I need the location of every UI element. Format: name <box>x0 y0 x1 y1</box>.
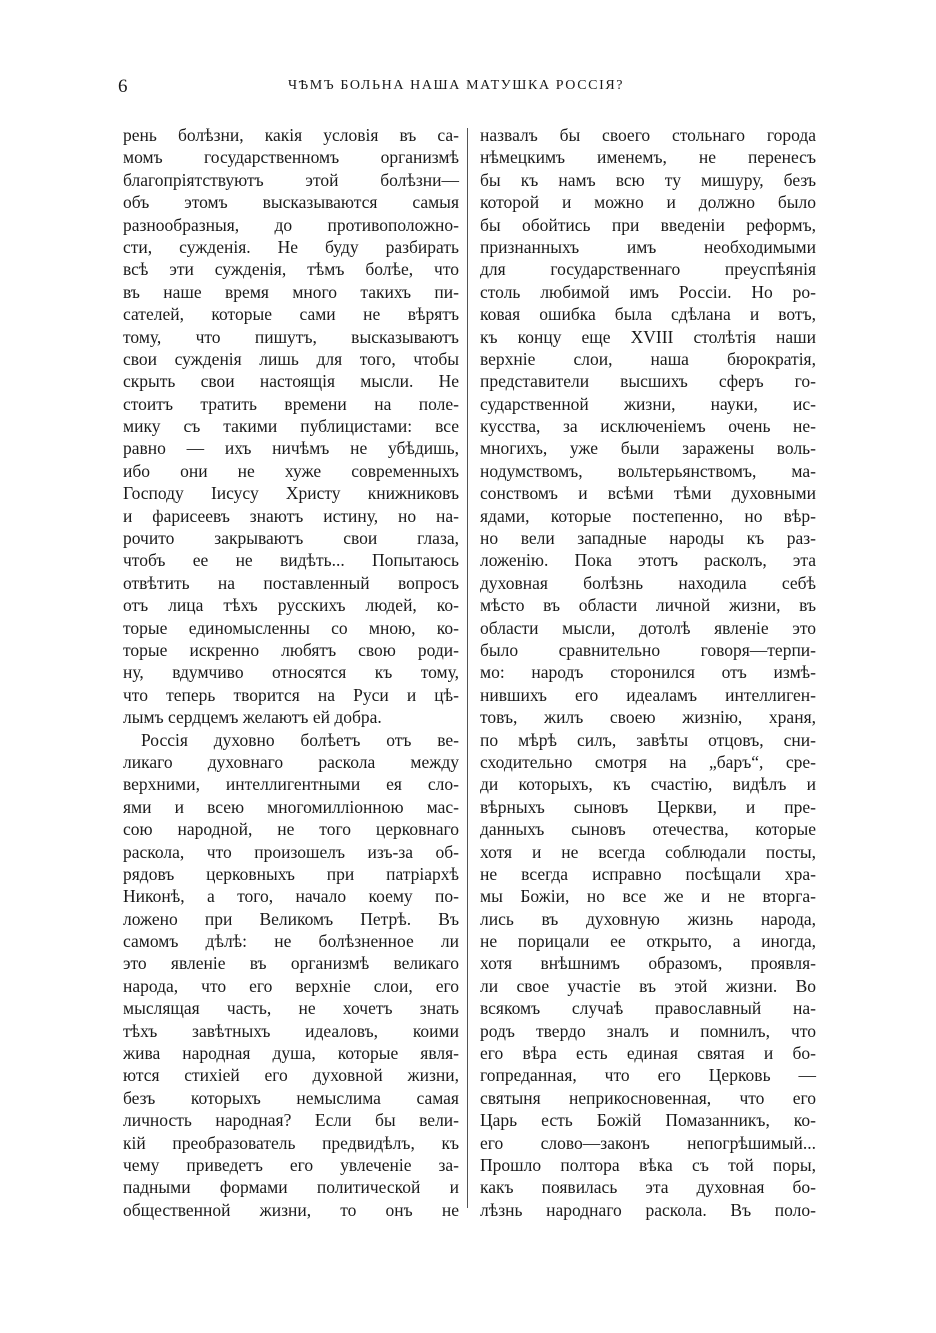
text-line: безъ которыхъ немыслима самая <box>123 1087 459 1108</box>
text-line: стоитъ тратить времени на поле- <box>123 393 459 414</box>
text-line: столь любимой имъ Россіи. Но ро- <box>480 281 816 302</box>
text-line: что теперь творится на Руси и цѣ- <box>123 684 459 705</box>
text-line: момъ государственномъ организмѣ <box>123 147 459 168</box>
text-line: нѣмецкимъ именемъ, не перенесъ <box>480 147 816 168</box>
text-line: мику съ такими публицистами: все <box>123 416 459 437</box>
text-line: къ концу еще XVIII столѣтія наши <box>480 326 816 347</box>
text-line: Царь есть Божій Помазанникъ, ко- <box>480 1110 816 1131</box>
text-line: чтобъ ее не видѣть... Попытаюсь <box>123 550 459 571</box>
text-line: общественной жизни, то онъ не <box>123 1199 459 1220</box>
text-line: Прошло полтора вѣка съ той поры, <box>480 1154 816 1175</box>
text-line: многихъ, уже были заражены воль- <box>480 438 816 459</box>
text-line: разнообразныя, до противоположно- <box>123 214 459 235</box>
text-line: хотя внѣшнимъ образомъ, проявля- <box>480 953 816 974</box>
text-line: тому, что пишутъ, высказываютъ <box>123 326 459 347</box>
text-line: чему приведетъ его увлеченіе за- <box>123 1154 459 1175</box>
text-line: ди которыхъ, къ счастію, видѣлъ и <box>480 774 816 795</box>
text-line: но вели западные народы къ раз- <box>480 528 816 549</box>
text-line: раскола, что произошелъ изъ-за об- <box>123 841 459 862</box>
text-line: ложено при Великомъ Петрѣ. Въ <box>123 908 459 929</box>
text-line: отъ лица тѣхъ русскихъ людей, ко- <box>123 595 459 616</box>
text-line: жива народная душа, которые явля- <box>123 1043 459 1064</box>
text-line: кусства, за исключеніемъ очень не- <box>480 416 816 437</box>
text-line: верхними, интеллигентными ея сло- <box>123 774 459 795</box>
text-line: данныхъ сыновъ отечества, которые <box>480 819 816 840</box>
text-line: было сравнительно говоря—терпи- <box>480 639 816 660</box>
text-line: нодумствомъ, вольтерьянствомъ, ма- <box>480 460 816 481</box>
text-line: равно — ихъ ничѣмъ не убѣдишь, <box>123 438 459 459</box>
text-line: представители высшихъ сферъ го- <box>480 371 816 392</box>
text-line: ибо они не хуже современныхъ <box>123 460 459 481</box>
text-line: области мысли, дотолѣ явленіе это <box>480 617 816 638</box>
right-column <box>480 124 816 1221</box>
running-header: ЧѢМЪ БОЛЬНА НАША МАТУШКА РОССІЯ? <box>288 78 625 93</box>
text-line: рядовъ церковныхъ при патріархѣ <box>123 863 459 884</box>
text-line: рочито закрываютъ свои глаза, <box>123 528 459 549</box>
text-line: сти, сужденія. Не буду разбирать <box>123 236 459 257</box>
text-line: сою народной, не того церковнаго <box>123 819 459 840</box>
text-line: духовная болѣзнь находила себѣ <box>480 572 816 593</box>
text-line: гопреданная, что его Церковь — <box>480 1065 816 1086</box>
text-line: рень болѣзни, какія условія въ са- <box>123 125 459 145</box>
text-line: бы обойтись при введеніи реформъ, <box>480 214 816 235</box>
text-line: сонствомъ и всѣми тѣми духовными <box>480 483 816 504</box>
text-line: Россія духовно болѣетъ отъ ве- <box>141 729 459 750</box>
text-line: въ наше время много такихъ пи- <box>123 281 459 302</box>
text-line: объ этомъ высказываются самыя <box>123 192 459 213</box>
text-line: тѣхъ завѣтныхъ идеаловъ, коими <box>123 1020 459 1041</box>
text-line: свои сужденія лишь для того, чтобы <box>123 348 459 369</box>
text-line: сударственной жизни, науки, ис- <box>480 393 816 414</box>
text-line: самомъ дѣлѣ: не болѣзненное ли <box>123 931 459 952</box>
page-number: 6 <box>118 76 128 97</box>
text-line: его слово—законъ непогрѣшимый... <box>480 1132 816 1153</box>
left-column <box>123 124 459 1221</box>
text-line: лѣзнь народнаго раскола. Въ поло- <box>480 1199 816 1220</box>
text-line: и фарисеевъ знаютъ истину, но на- <box>123 505 459 526</box>
text-line: скрыть свои настоящія мысли. Не <box>123 371 459 392</box>
text-line: ями и всею многомилліонною мас- <box>123 796 459 817</box>
text-line: Господу Іисусу Христу книжниковъ <box>123 483 459 504</box>
text-line: кій преобразователь предвидѣлъ, къ <box>123 1132 459 1153</box>
text-line: святыня неприкосновенная, что его <box>480 1087 816 1108</box>
text-line: ядами, которые постепенно, но вѣр- <box>480 505 816 526</box>
text-line: это явленіе въ организмѣ великаго <box>123 953 459 974</box>
text-line: для государственнаго преуспѣянія <box>480 259 816 280</box>
text-line: лымъ сердцемъ желаютъ ей добра. <box>123 707 382 728</box>
text-line: ну, вдумчиво относятся къ тому, <box>123 662 459 683</box>
text-line: мыслящая часть, не хочетъ знать <box>123 998 459 1019</box>
text-line: бы къ намъ всю ту мишуру, безъ <box>480 169 816 190</box>
text-line: хотя и не всегда соблюдали посты, <box>480 841 816 862</box>
text-line: родъ твердо зналъ и помнилъ, что <box>480 1020 816 1041</box>
text-line: личность народная? Если бы вели- <box>123 1110 459 1131</box>
text-line: какъ появилась эта духовная бо- <box>480 1177 816 1198</box>
text-line: отвѣтить на поставленный вопросъ <box>123 572 459 593</box>
text-line: ложенію. Пока этотъ расколъ, эта <box>480 550 816 571</box>
text-line: торые единомысленны со мною, ко- <box>123 617 459 638</box>
text-line: признанныхъ имъ необходимыми <box>480 236 816 257</box>
text-line: не порицали ее открыто, а иногда, <box>480 931 816 952</box>
text-line: мѣсто въ области личной жизни, въ <box>480 595 816 616</box>
text-line: народа, что его верхніе слои, его <box>123 975 459 996</box>
text-line: мо: народъ сторонился отъ измѣ- <box>480 662 816 683</box>
text-line: ликаго духовнаго раскола между <box>123 751 459 772</box>
text-line: товъ, жилъ своею жизнію, храня, <box>480 707 816 728</box>
text-line: торые искренно любятъ свою роди- <box>123 639 459 660</box>
text-line: всякомъ случаѣ православный на- <box>480 998 816 1019</box>
text-line: верхніе слои, наша бюрократія, <box>480 348 816 369</box>
text-line: его вѣра есть единая святая и бо- <box>480 1043 816 1064</box>
text-line: ются стихіей его духовной жизни, <box>123 1065 459 1086</box>
text-line: лись въ духовную жизнь народа, <box>480 908 816 929</box>
text-line: которой и можно и должно было <box>480 192 816 213</box>
text-line: назвалъ бы своего стольнаго города <box>480 125 816 145</box>
text-line: благопріятствуютъ этой болѣзни— <box>123 169 459 190</box>
text-line: падными формами политической и <box>123 1177 459 1198</box>
text-line: сходительно смотря на „баръ“, сре- <box>480 751 816 772</box>
text-line: нившихъ его идеаламъ интеллиген- <box>480 684 816 705</box>
text-line: Никонѣ, а того, начало коему по- <box>123 886 459 907</box>
column-divider <box>467 128 468 1208</box>
text-line: ковая ошибка была сдѣлана и вотъ, <box>480 304 816 325</box>
text-line: не всегда исправно посѣщали хра- <box>480 863 816 884</box>
text-line: по мѣрѣ силъ, завѣты отцовъ, сни- <box>480 729 816 750</box>
text-line: мы Божіи, но все же и не вторга- <box>480 886 816 907</box>
text-line: сателей, которые сами не вѣрятъ <box>123 304 459 325</box>
text-line: вѣрныхъ сыновъ Церкви, и пре- <box>480 796 816 817</box>
text-line: ли свое участіе въ этой жизни. Во <box>480 975 816 996</box>
text-line: всѣ эти сужденія, тѣмъ болѣе, что <box>123 259 459 280</box>
